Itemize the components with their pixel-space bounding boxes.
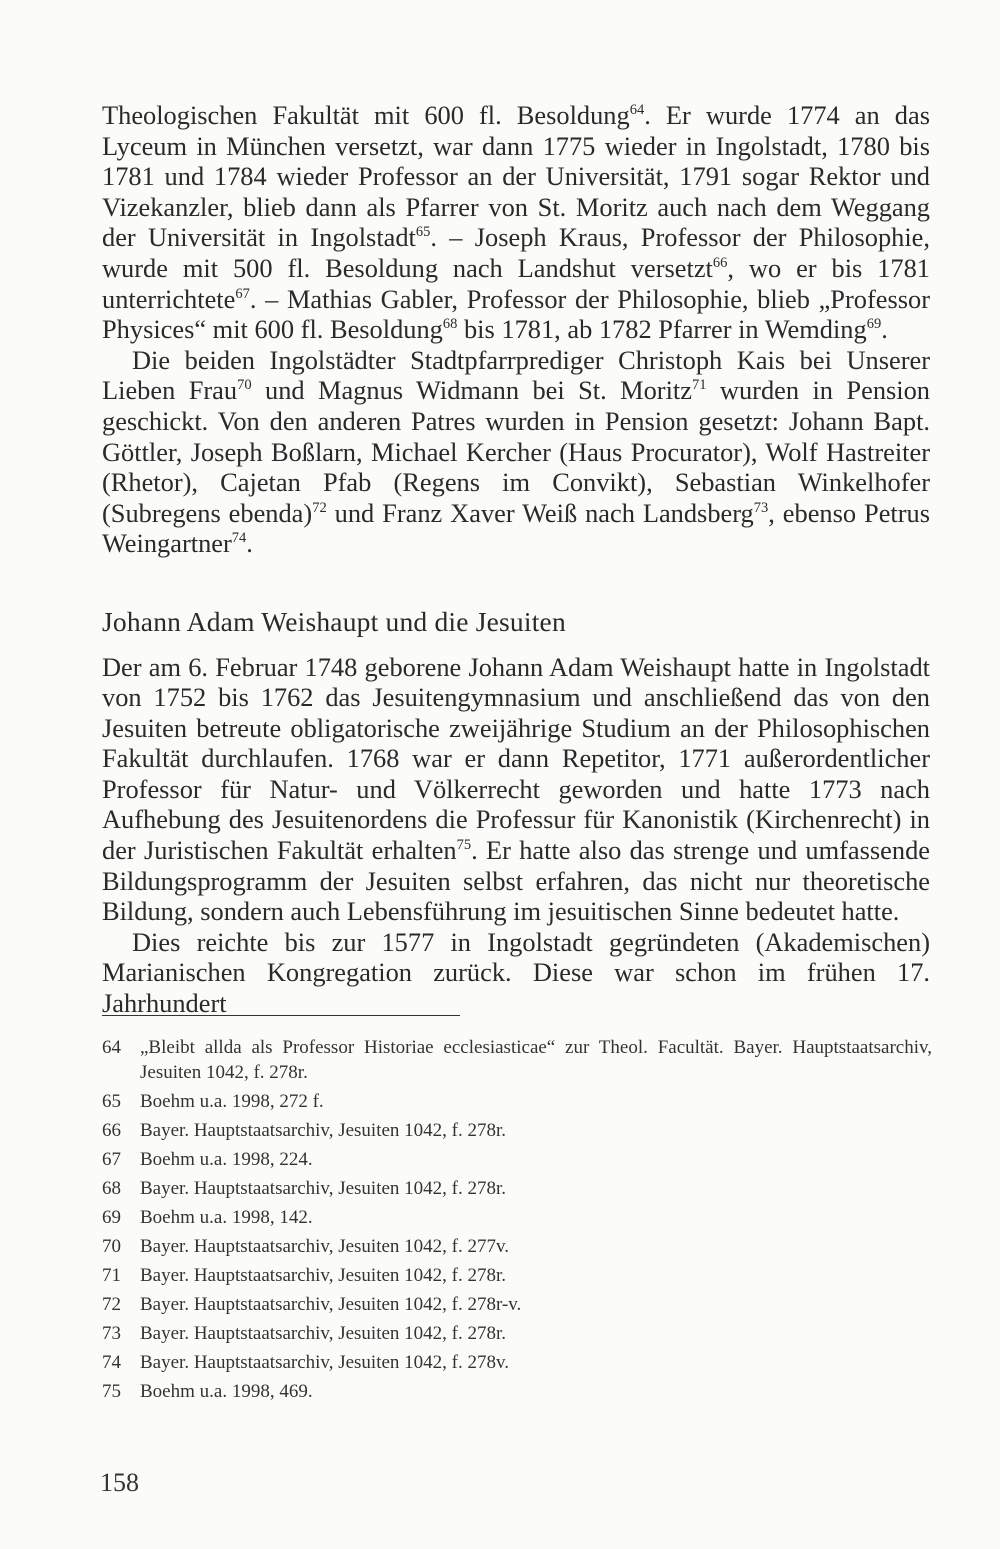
paragraph: Theologischen Fakultät mit 600 fl. Besoldung$^{64}$. Er wurde 1774 an das Lyceum in München versetzt, war dann 1775 wieder in Ingolstadt, 1780 bis 1781 und 1784 wieder Professor an der Universität, 1791 sogar Rektor und Vizekanzler, blieb dann als Pfarrer von St. Moritz auch nach dem Weggang der Universität in Ingolstadt$^{65}$. – Joseph Kraus, Professor der Philosophie, wurde mit 500 fl. Besoldung nach Landshut versetzt$^{66}$, wo er bis 1781 unterrichtete$^{67}$. – Mathias Gabler, Professor der Philosophie, blieb „Professor Physices“ mit 600 fl. Besoldung$^{68}$ bis 1781, ab 1782 Pfarrer in Wemding$^{69}$. — [102, 100, 930, 345]
paragraph: Dies reichte bis zur 1577 in Ingolstadt gegründeten (Akademischen) Marianischen Kongregation zurück. Diese war schon im frühen 17. Jahrhundert — [102, 926, 930, 1019]
footnote-number: 72 — [102, 1294, 121, 1315]
footnote-70 — [102, 1234, 932, 1259]
footnote-ref[interactable]: 74 — [231, 530, 247, 547]
footnote-text: Bayer. Hauptstaatsarchiv, Jesuiten 1042, f. 277v. — [140, 1236, 510, 1257]
section-paragraphs — [102, 652, 930, 1019]
section-heading: Johann Adam Weishaupt und die Jesuiten — [102, 605, 566, 637]
footnote-text: Boehm u.a. 1998, 224. — [140, 1149, 313, 1170]
footnote-text: Boehm u.a. 1998, 469. — [140, 1381, 313, 1402]
footnote-69 — [102, 1205, 932, 1230]
footnote-75 — [102, 1379, 932, 1404]
footnote-number: 66 — [102, 1120, 121, 1141]
footnote-text: Boehm u.a. 1998, 272 f. — [140, 1091, 324, 1112]
footnote-74 — [102, 1350, 932, 1375]
footnote-text: Bayer. Hauptstaatsarchiv, Jesuiten 1042, f. 278r. — [140, 1178, 507, 1199]
footnotes — [102, 1035, 932, 1408]
footnote-number: 75 — [102, 1381, 121, 1402]
footnote-71 — [102, 1263, 932, 1288]
footnote-number: 73 — [102, 1323, 121, 1344]
footnote-number: 74 — [102, 1352, 121, 1373]
footnote-ref[interactable]: 71 — [691, 377, 707, 394]
paragraph: Der am 6. Februar 1748 geborene Johann Adam Weishaupt hatte in Ingolstadt von 1752 bis 1762 das Jesuitengymnasium und anschließend das von den Jesuiten betreute obligatorische zweijährige Studium an der Philosophischen Fakultät durchlaufen. 1768 war er dann Repetitor, 1771 außerordentlicher Professor für Natur- und Völkerrecht geworden und hatte 1773 nach Aufhebung des Jesuitenordens die Professur für Kanonistik (Kirchenrecht) in der Juristischen Fakultät erhalten$^{75}$. Er hatte also das strenge und umfassende Bildungsprogramm der Jesuiten selbst erfahren, das nicht nur theoretische Bildung, sondern auch Lebensführung im jesuitischen Sinne bedeutet hatte. — [102, 651, 931, 927]
footnote-text: Bayer. Hauptstaatsarchiv, Jesuiten 1042, f. 278r. — [140, 1265, 507, 1286]
footnote-ref[interactable]: 65 — [415, 224, 431, 241]
footnote-ref[interactable]: 64 — [629, 102, 645, 119]
footnote-number: 69 — [102, 1207, 121, 1228]
footnote-text: Bayer. Hauptstaatsarchiv, Jesuiten 1042, f. 278v. — [140, 1352, 510, 1373]
footnote-ref[interactable]: 66 — [712, 255, 728, 272]
footnote-ref[interactable]: 72 — [312, 499, 327, 516]
footnote-64 — [102, 1035, 932, 1085]
footnote-ref[interactable]: 73 — [753, 499, 769, 516]
footnote-ref[interactable]: 69 — [866, 316, 882, 333]
footnote-66 — [102, 1118, 932, 1143]
footnote-number: 70 — [102, 1236, 121, 1257]
intro-paragraphs — [102, 100, 930, 559]
footnote-67 — [102, 1147, 932, 1172]
footnote-ref[interactable]: 70 — [237, 377, 252, 394]
footnote-73 — [102, 1321, 932, 1346]
body-text — [102, 100, 930, 1019]
footnote-text: Bayer. Hauptstaatsarchiv, Jesuiten 1042, f. 278r. — [140, 1120, 507, 1141]
footnote-68 — [102, 1176, 932, 1201]
footnote-ref[interactable]: 67 — [235, 285, 250, 302]
footnote-65 — [102, 1089, 932, 1114]
footnote-number: 71 — [102, 1265, 121, 1286]
footnote-ref[interactable]: 68 — [442, 316, 458, 333]
footnote-number: 67 — [102, 1149, 121, 1170]
footnote-number: 68 — [102, 1178, 121, 1199]
footnote-ref[interactable]: 75 — [456, 837, 472, 854]
footnote-text: „Bleibt allda als Professor Historiae ecclesiasticae“ zur Theol. Facultät. Bayer. Hauptstaatsarchiv, Jesuiten 1042, f. 278r. — [140, 1037, 932, 1083]
footnote-text: Boehm u.a. 1998, 142. — [140, 1207, 313, 1228]
footnote-divider — [102, 1015, 460, 1016]
footnote-number: 65 — [102, 1091, 121, 1112]
footnote-72 — [102, 1292, 932, 1317]
footnote-text: Bayer. Hauptstaatsarchiv, Jesuiten 1042, f. 278r. — [140, 1323, 507, 1344]
footnote-text: Bayer. Hauptstaatsarchiv, Jesuiten 1042, f. 278r-v. — [140, 1294, 522, 1315]
page-number: 158 — [100, 1468, 139, 1497]
footnote-number: 64 — [102, 1037, 121, 1058]
paragraph: Die beiden Ingolstädter Stadtpfarrprediger Christoph Kais bei Unserer Lieben Frau$^{70}$ und Magnus Widmann bei St. Moritz$^{71}$ wurden in Pension geschickt. Von den anderen Patres wurden in Pension gesetzt: Johann Bapt. Göttler, Joseph Boßlarn, Michael Kercher (Haus Procurator), Wolf Hastreiter (Rhetor), Cajetan Pfab (Regens im Convikt), Sebastian Winkelhofer (Subregens ebenda)$^{72}$ und Franz Xaver Weiß nach Landsberg$^{73}$, ebenso Petrus Weingartner$^{74}$. — [102, 344, 931, 559]
